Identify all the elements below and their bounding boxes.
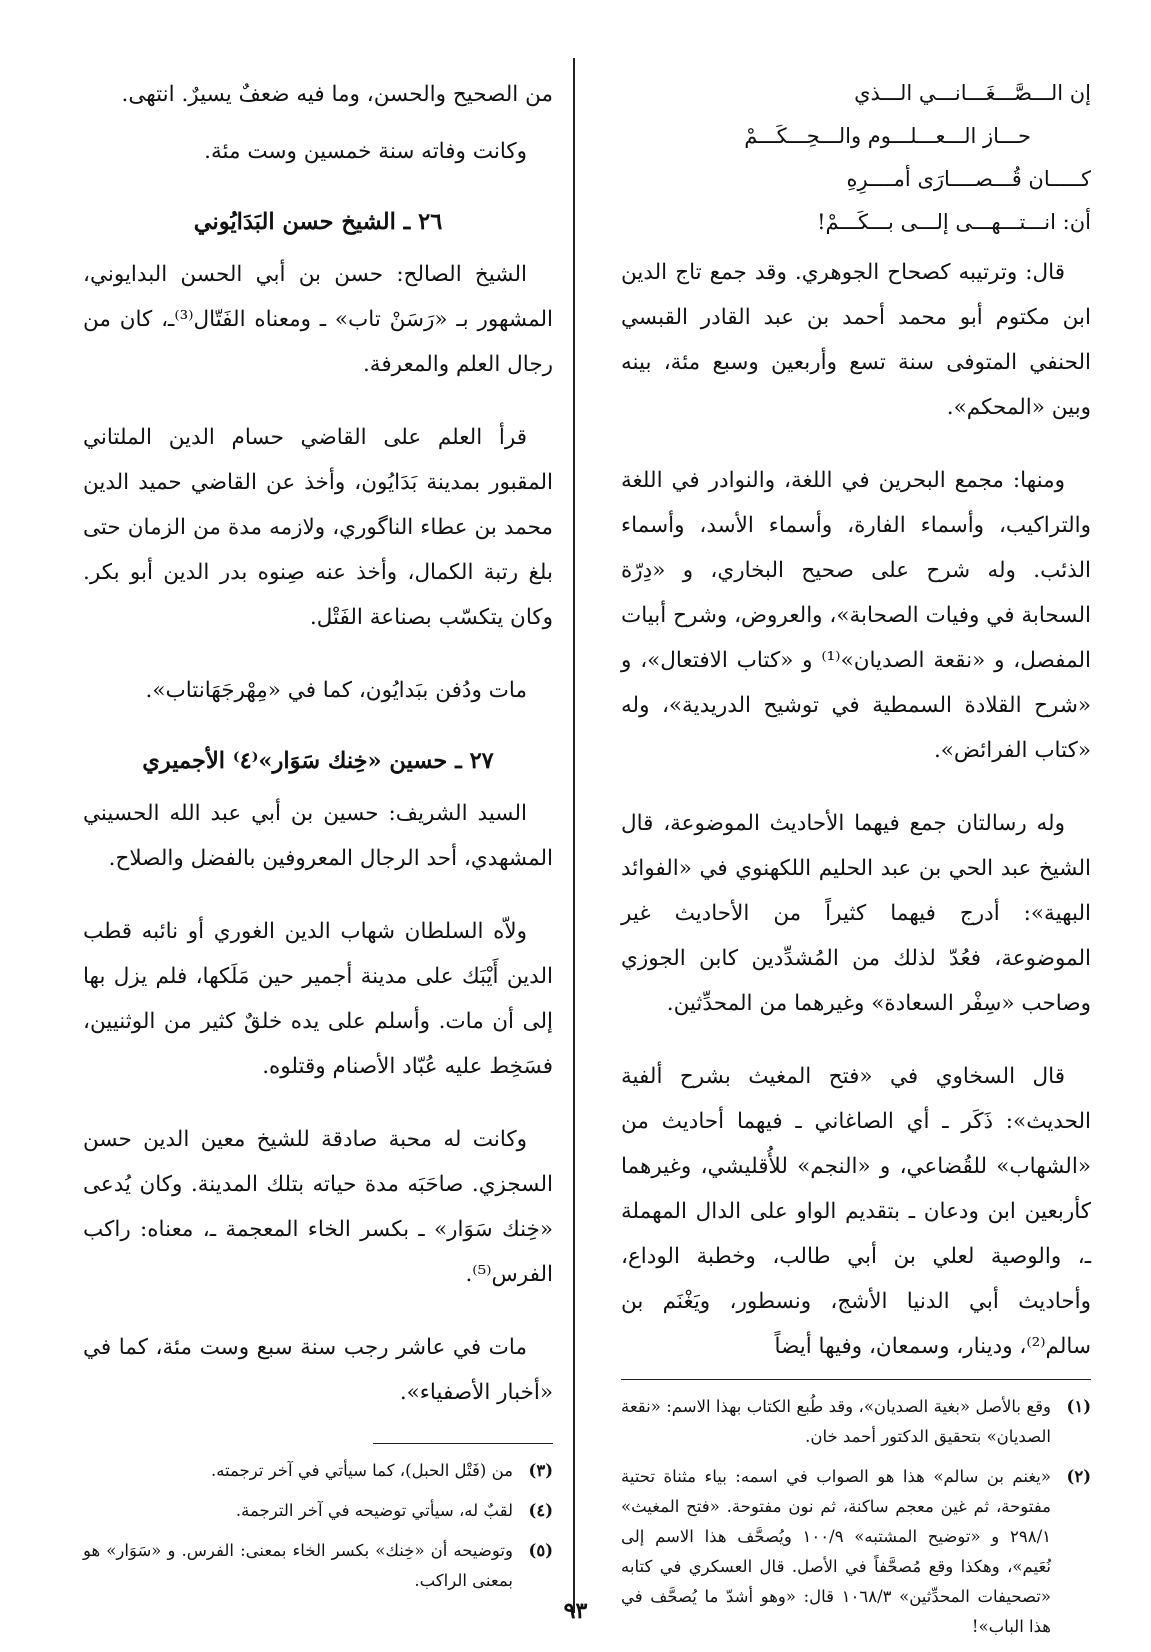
footnote-number: (٥) (528, 1541, 553, 1560)
footnote (83, 1496, 553, 1526)
footnote-rule (621, 1379, 1091, 1380)
footnote (621, 1392, 1091, 1452)
footnote (83, 1536, 553, 1596)
paragraph: قال: وترتيبه كصحاح الجوهري. وقد جمع تاج الدين ابن مكتوم أبو محمد أحمد بن عبد القادر القبسي الحنفي المتوفى سنة تسع وأربعين وسبع مئة، بينه وبين «المحكم». (621, 260, 1091, 420)
paragraph: قرأ العلم على القاضي حسام الدين الملتاني المقبور بمدينة بَدَايُون، وأخذ عن القاضي حميد الدين محمد بن عطاء الناگوري، ولازمه مدة من الزمان حتى بلغ رتبة الكمال، وأخذ عنه صِنوه بدر الدين أبو بكر. وكان يتكسّب بصناعة الفَتْل. (83, 425, 553, 630)
right-column (621, 72, 1091, 1652)
paragraph: وله رسالتان جمع فيهما الأحاديث الموضوعة، قال الشيخ عبد الحي بن عبد الحليم اللكهنوي في «الفوائد البهية»: أدرج فيهما كثيراً من الأحاديث غير الموضوعة، فعُدّ لذلك من المُشدِّدين كابن الجوزي وصاحب «سِفْر السعادة» وغيرهما من المحدِّثين. (621, 811, 1091, 1016)
poem-line: إن الـــصَّـــغَـــانـــي الـــذي (854, 81, 1091, 105)
poem-line: أن: انـــتـــهـــى إلـــى بـــكَـــمْ! (817, 210, 1091, 234)
poem-line: حـــاز الـــعـــلـــوم والـــحِـــكَـــمْ (744, 124, 1031, 148)
paragraph: وكانت وفاته سنة خمسين وست مئة. (204, 139, 527, 164)
footnote-text: لقبٌ له، سيأتي توضيحه في آخر الترجمة. (235, 1501, 513, 1520)
column-divider (573, 58, 575, 1613)
page-number: ٩٣ (563, 1598, 588, 1624)
footnote-text: وقع بالأصل «بغية الصديان»، وقد طُبع الكتاب بهذا الاسم: «نقعة الصديان» بتحقيق الدكتور أحمد خان. (621, 1397, 1051, 1446)
footnote-text: «يغنم بن سالم» هذا هو الصواب في اسمه: بياء مثناة تحتية مفتوحة، ثم غين معجم ساكنة، ثم نون مفتوحة. «فتح المغيث» ٢٩٨/١ و «توضيح المشتبه» ١٠٠/٩ ويُصحَّف هذا الاسم إلى نُعَيم»، وهكذا وقع مُصحَّفاً في الأصل. قال العسكري في كتابه «تصحيفات المحدِّثين» ١٠٦٨/٣ قال: «وهو أشدّ ما يُصحَّف في هذا الباب»! (621, 1467, 1051, 1636)
paragraph: قال السخاوي في «فتح المغيث بشرح ألفية الحديث»: ذَكَر ـ أي الصاغاني ـ فيهما أحاديث من «الشهاب» للقُضاعي، و «النجم» للأُقليشي، وغيرهما كأربعين ابن ودعان ـ بتقديم الواو على الدال المهملة ـ، والوصية لعلي بن أبي طالب، وخطبة الوداع، وأحاديث أبي الدنيا الأشج، ونسطور، ويَغْنَم بن سالم⁽²⁾، ودينار، وسمعان، وفيها أيضاً (621, 1064, 1091, 1359)
poem-line: كـــــان قُـــصــــارَى أمــــرِهِ (846, 167, 1091, 191)
paragraph: السيد الشريف: حسين بن أبي عبد الله الحسيني المشهدي، أحد الرجال المعروفين بالفضل والصلاح. (83, 801, 553, 871)
footnote-number: (١) (1066, 1397, 1091, 1416)
entry-heading: ٢٦ ـ الشيخ حسن البَدَايُوني (193, 209, 443, 235)
footnote (83, 1456, 553, 1486)
footnote-number: (٣) (528, 1461, 553, 1480)
paragraph: وكانت له محبة صادقة للشيخ معين الدين حسن السجزي. صاحَبَه مدة حياته بتلك المدينة. وكان يُدعى «خِنك سَوَار» ـ بكسر الخاء المعجمة ـ، معناه: راكب الفرس⁽⁵⁾. (83, 1127, 553, 1287)
paragraph: ولاّه السلطان شهاب الدين الغوري أو نائبه قطب الدين أَيْبَك على مدينة أجمير حين مَلَكها، فلم يزل بها إلى أن مات. وأسلم على يده خلقٌ كثير من الوثنيين، فسَخِط عليه عُبّاد الأصنام وقتلوه. (83, 919, 553, 1079)
paragraph: الشيخ الصالح: حسن بن أبي الحسن البدايوني، المشهور بـ «رَسَنْ تاب» ـ ومعناه الفَتّال⁽³⁾ـ، كان من رجال العلم والمعرفة. (83, 262, 553, 377)
footnote-text: وتوضيحه أن «خِنك» بكسر الخاء بمعنى: الفرس. و «سَوَار» هو بمعنى الراكب. (83, 1541, 513, 1590)
entry-heading: ٢٧ ـ حسين «خِنك سَوَار»⁽٤⁾ الأجميري (142, 748, 494, 774)
paragraph: من الصحيح والحسن، وما فيه ضعفٌ يسيرٌ. انتهى. (121, 82, 553, 107)
paragraph: مات في عاشر رجب سنة سبع وست مئة، كما في «أخبار الأصفياء». (83, 1335, 553, 1405)
paragraph: ومنها: مجمع البحرين في اللغة، والنوادر في اللغة والتراكيب، وأسماء الفارة، وأسماء الأسد، وأسماء الذئب. وله شرح على صحيح البخاري، و «دِرّة السحابة في وفيات الصحابة»، والعروض، وشرح أبيات المفصل، و «نقعة الصديان»⁽¹⁾ و «كتاب الافتعال»، و «شرح القلادة السمطية في توشيح الدريدية»، وله «كتاب الفرائض». (621, 468, 1091, 763)
footnote-number: (٤) (528, 1501, 553, 1520)
footnote-number: (٢) (1066, 1467, 1091, 1486)
footnote-rule (373, 1443, 553, 1444)
footnote-text: من (فَتْل الحبل)، كما سيأتي في آخر ترجمته. (210, 1461, 513, 1480)
poem (621, 72, 1091, 244)
paragraph: مات ودُفن ببَدايُون، كما في «مِهْرجَهَانتاب». (145, 678, 527, 703)
left-column (83, 72, 553, 1606)
